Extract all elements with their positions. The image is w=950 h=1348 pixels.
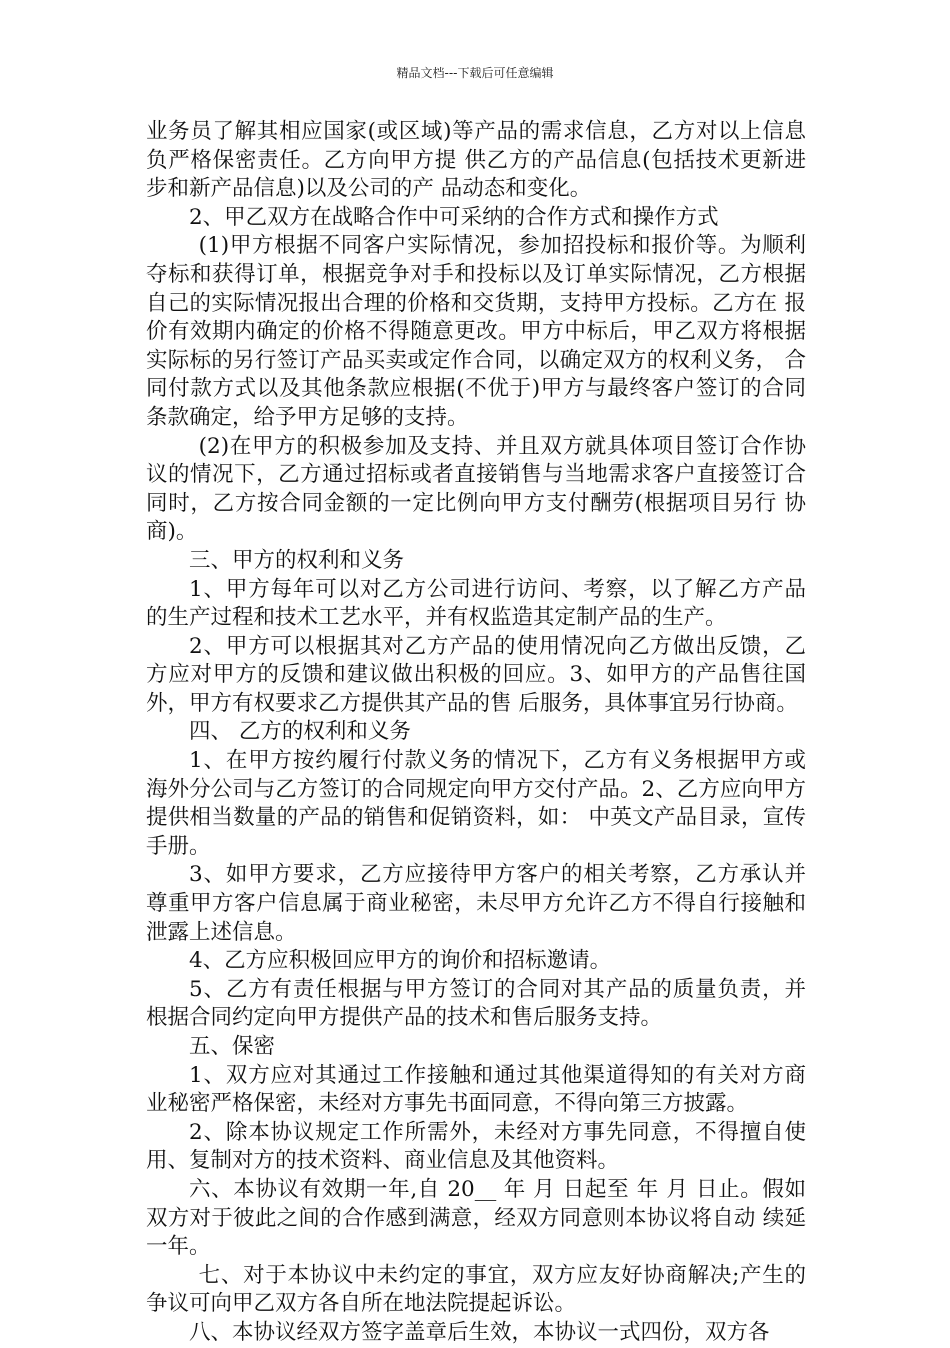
page-header: 精品文档---下载后可任意编辑 <box>396 66 554 80</box>
paragraph-15: 六、本协议有效期一年,自 20__ 年 月 日起至 年 月 日止。假如双方对于彼此之间的合作感到满意，经双方同意则本协议将自动 续延一年。 <box>146 1176 806 1260</box>
paragraph-8: 1、在甲方按约履行付款义务的情况下，乙方有义务根据甲方或 海外分公司与乙方签订的合同规定向甲方交付产品。2、乙方应向甲方提供相当数量的产品的销售和促销资料，如： 中英文产品目录，宣传手册。 <box>146 748 806 859</box>
section-heading-4: 四、 乙方的权利和义务 <box>189 719 411 745</box>
paragraph-5: 1、甲方每年可以对乙方公司进行访问、考察，以了解乙方产品 的生产过程和技术工艺水平，并有权监造其定制产品的生产。 <box>146 576 806 631</box>
paragraph-13: 1、双方应对其通过工作接触和通过其他渠道得知的有关对方商 业秘密严格保密，未经对方事先书面同意，不得向第三方披露。 <box>146 1062 806 1117</box>
paragraph-3: (2)在甲方的积极参加及支持、并且双方就具体项目签订合作协议的情况下，乙方通过招标或者直接销售与当地需求客户直接签订合同时，乙方按合同金额的一定比例向甲方支付酬劳(根据项目另行 协商)。 <box>146 433 806 545</box>
paragraph-16: 七、对于本协议中未约定的事宜，双方应友好协商解决;产生的 争议可向甲乙双方各自所在地法院提起诉讼。 <box>146 1262 806 1317</box>
paragraph-10: 4、乙方应积极回应甲方的询价和招标邀请。 <box>189 948 612 974</box>
paragraph-0: 业务员了解其相应国家(或区域)等产品的需求信息，乙方对以上信息负严格保密责任。乙方向甲方提 供乙方的产品信息(包括技术更新进步和新产品信息)以及公司的产 品动态和变化。 <box>146 119 806 202</box>
paragraph-6: 2、甲方可以根据其对乙方产品的使用情况向乙方做出反馈，乙 方应对甲方的反馈和建议做出积极的回应。3、如甲方的产品售往国外，甲方有权要求乙方提供其产品的售 后服务，具体事宜另行协商。 <box>146 633 806 716</box>
paragraph-1: 2、甲乙双方在战略合作中可采纳的合作方式和操作方式 <box>189 204 719 230</box>
paragraph-9: 3、如甲方要求，乙方应接待甲方客户的相关考察，乙方承认并 尊重甲方客户信息属于商业秘密，未尽甲方允许乙方不得自行接触和 泄露上述信息。 <box>146 862 806 945</box>
section-heading-5: 五、保密 <box>189 1034 276 1059</box>
section-heading-3: 三、甲方的权利和义务 <box>189 547 405 573</box>
paragraph-11: 5、乙方有责任根据与甲方签订的合同对其产品的质量负责，并 根据合同约定向甲方提供产品的技术和售后服务支持。 <box>146 976 806 1031</box>
paragraph-14: 2、除本协议规定工作所需外，未经对方事先同意，不得擅自使 用、复制对方的技术资料、商业信息及其他资料。 <box>146 1119 806 1174</box>
document-body <box>146 118 806 1348</box>
paragraph-17: 八、本协议经双方签字盖章后生效，本协议一式四份，双方各 <box>189 1319 770 1345</box>
paragraph-2: (1)甲方根据不同客户实际情况，参加招投标和报价等。为顺利夺标和获得订单，根据竞争对手和投标以及订单实际情况，乙方根据自己的实际情况报出合理的价格和交货期，支持甲方投标。乙方在 报价有效期内确定的价格不得随意更改。甲方中标后，甲乙双方将根据实际标的另行签订产品买卖或定作合同，以确定双方的权利义务， 合同付款方式以及其他条款应根据(不优于)甲方与最终客户签订的合同条款确定，给予甲方足够的支持。 <box>146 233 806 430</box>
